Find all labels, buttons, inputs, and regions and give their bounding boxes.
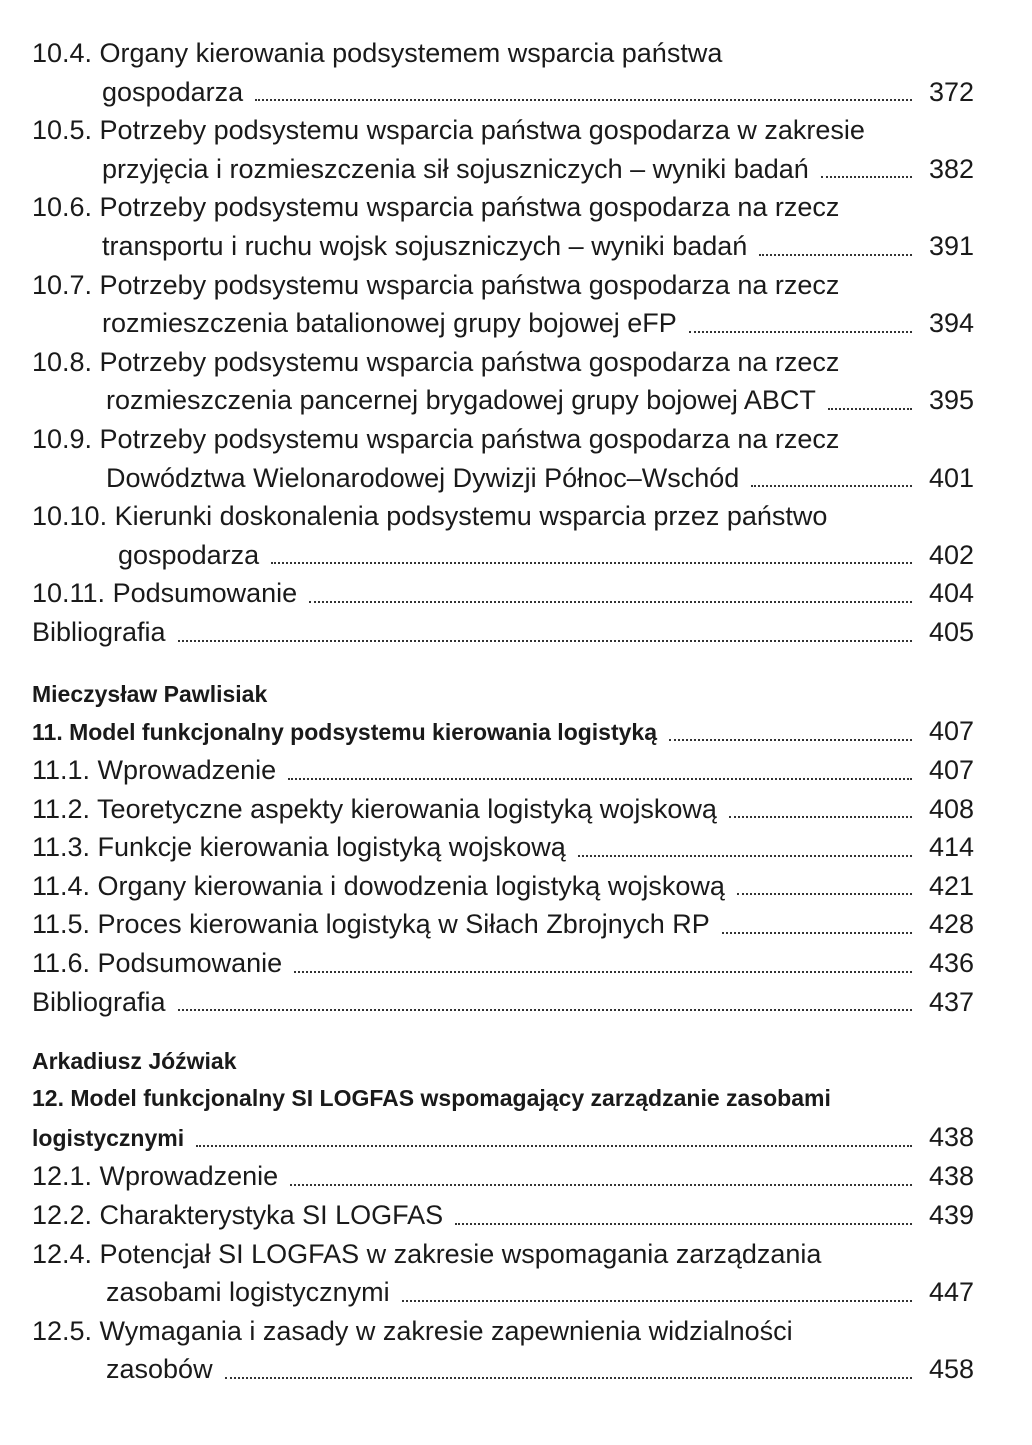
toc-entry-12-5: [32, 1312, 974, 1389]
toc-entry-title-cont: gospodarza: [118, 539, 260, 570]
toc-entry-10-10: [32, 497, 974, 574]
toc-entry-11-4: [32, 867, 974, 906]
page-number: 401: [928, 462, 974, 493]
dot-leader: [196, 1144, 912, 1147]
toc-entry-10-11: [32, 574, 974, 613]
page-number: 458: [928, 1354, 974, 1385]
toc-entry-11-3: [32, 828, 974, 867]
chapter-title: 11. Model funkcjonalny podsystemu kierowania logistyką: [32, 718, 658, 745]
dot-leader: [402, 1299, 912, 1302]
toc-entry-bibliography-11: [32, 983, 974, 1022]
toc-entry-title-cont: przyjęcia i rozmieszczenia sił sojuszniczych – wyniki badań: [102, 153, 809, 184]
dot-leader: [578, 854, 912, 857]
page-number: 405: [928, 616, 974, 647]
page-number: 407: [928, 715, 974, 746]
page-number: 391: [928, 230, 974, 261]
toc-entry-title: 11.3. Funkcje kierowania logistyką wojskową: [32, 832, 566, 863]
page-number: 395: [928, 385, 974, 416]
toc-entry-title: 11.1. Wprowadzenie: [32, 755, 277, 786]
dot-leader: [737, 892, 912, 895]
toc-entry-11-2: [32, 790, 974, 829]
toc-entry-title: 10.6. Potrzeby podsystemu wsparcia państwa gospodarza na rzecz: [32, 192, 840, 223]
toc-entry-title: 11.4. Organy kierowania i dowodzenia logistyką wojskową: [32, 870, 725, 901]
toc-entry-title: 11.5. Proces kierowania logistyką w Siłach Zbrojnych RP: [32, 909, 710, 940]
page-number: 421: [928, 870, 974, 901]
toc-entry-title: 10.8. Potrzeby podsystemu wsparcia państwa gospodarza na rzecz: [32, 346, 840, 377]
chapter-title: 12. Model funkcjonalny SI LOGFAS wspomagający zarządzanie zasobami: [32, 1085, 831, 1112]
toc-entry-title: Bibliografia: [32, 986, 166, 1017]
page-number: 439: [928, 1200, 974, 1231]
toc-entry-title-cont: zasobami logistycznymi: [106, 1277, 390, 1308]
toc-entry-11-6: [32, 944, 974, 983]
toc-entry-title: 10.5. Potrzeby podsystemu wsparcia państwa gospodarza w zakresie: [32, 115, 865, 146]
page-number: 372: [928, 76, 974, 107]
toc-entry-10-4: [32, 34, 974, 111]
toc-entry-title-cont: Dowództwa Wielonarodowej Dywizji Północ–Wschód: [106, 462, 740, 493]
toc-entry-11-5: [32, 905, 974, 944]
toc-entry-11-1: [32, 751, 974, 790]
page-number: 438: [928, 1121, 974, 1152]
dot-leader: [821, 175, 912, 178]
dot-leader: [689, 330, 912, 333]
page-number: 428: [928, 909, 974, 940]
toc-entry-title: 12.2. Charakterystyka SI LOGFAS: [32, 1200, 444, 1231]
toc-entry-title: 10.10. Kierunki doskonalenia podsystemu wsparcia przez państwo: [32, 501, 828, 532]
dot-leader: [255, 98, 912, 101]
toc-entry-title: 11.2. Teoretyczne aspekty kierowania logistyką wojskową: [32, 793, 717, 824]
toc-entry-title-cont: zasobów: [106, 1354, 213, 1385]
dot-leader: [178, 1008, 912, 1011]
toc-entry-title: 11.6. Podsumowanie: [32, 948, 283, 979]
toc-entry-10-7: [32, 266, 974, 343]
dot-leader: [729, 815, 912, 818]
dot-leader: [271, 561, 912, 564]
dot-leader: [309, 600, 912, 603]
dot-leader: [290, 1183, 912, 1186]
dot-leader: [722, 931, 912, 934]
page-number: 408: [928, 793, 974, 824]
toc-entry-10-8: [32, 343, 974, 420]
toc-entry-title: 10.11. Podsumowanie: [32, 578, 298, 609]
toc-entry-title: 10.4. Organy kierowania podsystemem wsparcia państwa: [32, 38, 723, 68]
toc-entry-title-cont: transportu i ruchu wojsk sojuszniczych – wyniki badań: [102, 230, 748, 261]
dot-leader: [178, 639, 912, 642]
dot-leader: [455, 1222, 912, 1225]
page-number: 402: [928, 539, 974, 570]
toc-entry-bibliography-10: [32, 613, 974, 652]
dot-leader: [225, 1376, 912, 1379]
toc-entry-title: 10.7. Potrzeby podsystemu wsparcia państwa gospodarza na rzecz: [32, 269, 840, 300]
chapter-title-cont: logistycznymi: [32, 1124, 185, 1151]
toc-chapter-12: [32, 1079, 974, 1157]
table-of-contents: [32, 34, 974, 1389]
toc-entry-title: 12.4. Potencjał SI LOGFAS w zakresie wspomagania zarządzania: [32, 1238, 822, 1269]
dot-leader: [759, 253, 912, 256]
page-number: 404: [928, 578, 974, 609]
toc-entry-title-cont: rozmieszczenia pancernej brygadowej grupy bojowej ABCT: [106, 385, 816, 416]
toc-entry-12-2: [32, 1196, 974, 1235]
dot-leader: [828, 407, 912, 410]
toc-entry-title: 12.5. Wymagania i zasady w zakresie zapewnienia widzialności: [32, 1315, 793, 1346]
dot-leader: [669, 738, 912, 741]
page-number: 437: [928, 986, 974, 1017]
dot-leader: [751, 484, 912, 487]
chapter-author: Arkadiusz Jóźwiak: [32, 1048, 237, 1075]
dot-leader: [294, 970, 912, 973]
toc-entry-title: 12.1. Wprowadzenie: [32, 1161, 279, 1192]
toc-entry-title-cont: gospodarza: [102, 76, 244, 107]
page-number: 438: [928, 1161, 974, 1192]
page-number: 407: [928, 755, 974, 786]
toc-entry-10-6: [32, 188, 974, 265]
page-number: 436: [928, 948, 974, 979]
toc-entry-title: 10.9. Potrzeby podsystemu wsparcia państwa gospodarza na rzecz: [32, 423, 840, 454]
chapter-author: Mieczysław Pawlisiak: [32, 680, 268, 707]
page-number: 394: [928, 308, 974, 339]
toc-entry-12-4: [32, 1235, 974, 1312]
toc-entry-10-5: [32, 111, 974, 188]
dot-leader: [288, 777, 912, 780]
page-number: 414: [928, 832, 974, 863]
page-number: 382: [928, 153, 974, 184]
toc-entry-title-cont: rozmieszczenia batalionowej grupy bojowej eFP: [102, 308, 677, 339]
toc-chapter-11: [32, 712, 974, 752]
page-number: 447: [928, 1277, 974, 1308]
toc-entry-10-9: [32, 420, 974, 497]
toc-entry-12-1: [32, 1157, 974, 1196]
toc-entry-title: Bibliografia: [32, 616, 166, 647]
